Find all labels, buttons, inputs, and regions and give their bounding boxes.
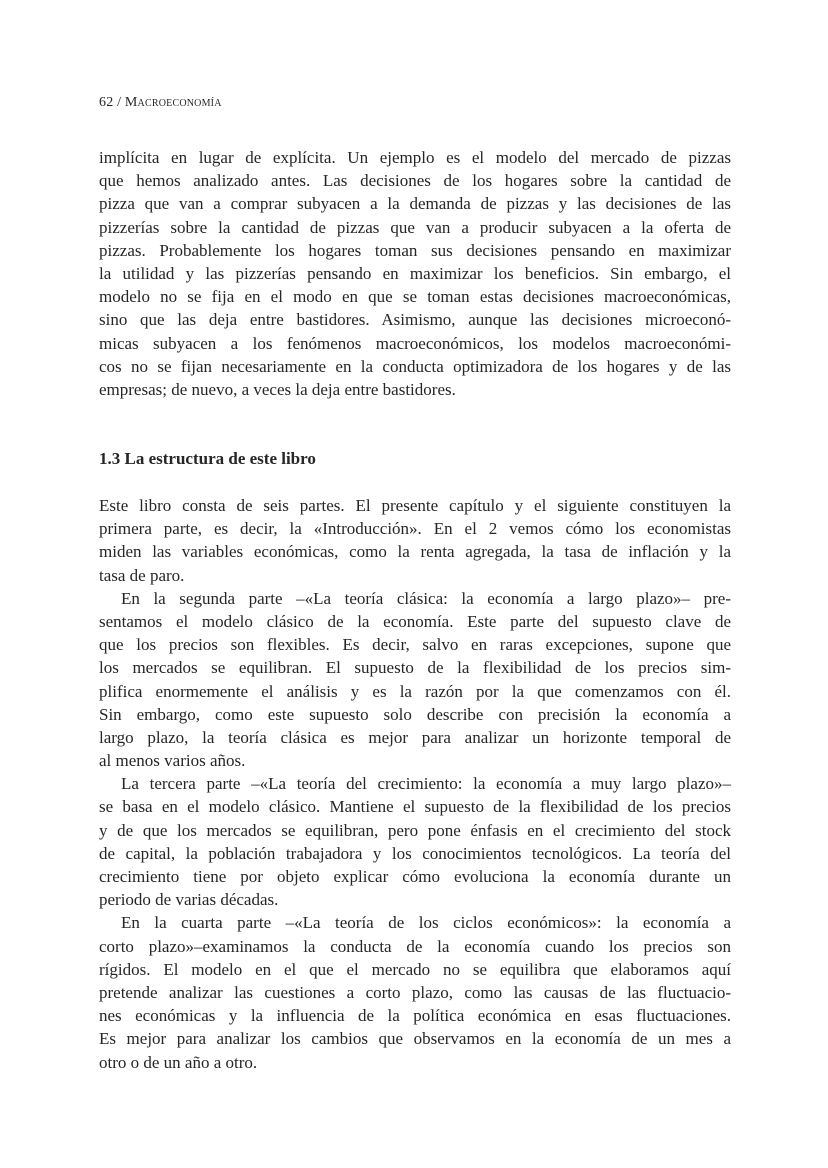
text-line: crecimiento tiene por objeto explicar cómo evoluciona la economía durante un	[99, 867, 731, 886]
text-line: periodo de varias décadas.	[99, 890, 279, 910]
paragraph-2	[99, 494, 731, 1074]
text-line: corto plazo»–examinamos la conducta de la economía cuando los precios son	[99, 936, 731, 956]
paragraph-fourth-part	[99, 911, 731, 1073]
text-line: pretende analizar las cuestiones a corto plazo, como las causas de las fluctuacio-	[99, 982, 731, 1002]
text-line: primera parte, es decir, la «Introducción». En el 2 vemos cómo los economistas	[99, 519, 731, 539]
text-line: En la segunda parte –«La teoría clásica: la economía a largo plazo»– pre-	[121, 588, 731, 608]
text-line: de capital, la población trabajadora y los conocimientos tecnológicos. La teoría del	[99, 843, 731, 863]
text-line: Este libro consta de seis partes. El presente capítulo y el siguiente constituyen la	[99, 496, 731, 515]
running-head-separator: /	[113, 95, 125, 110]
paragraph-intro	[99, 494, 731, 587]
text-line: otro o de un año a otro.	[99, 1052, 258, 1072]
text-line: implícita en lugar de explícita. Un ejemplo es el modelo del mercado de pizzas	[99, 148, 731, 167]
text-line: y de que los mercados se equilibran, pero pone énfasis en el crecimiento del stock	[99, 820, 731, 840]
text-line: que los precios son flexibles. Es decir, salvo en raras excepciones, supone que	[99, 635, 731, 655]
text-line: nes económicas y la influencia de la política económica en esas fluctuaciones.	[99, 1006, 731, 1026]
text-line: largo plazo, la teoría clásica es mejor para analizar un horizonte temporal de	[99, 727, 731, 747]
text-line: Es mejor para analizar los cambios que observamos en la economía de un mes a	[99, 1029, 731, 1049]
section-heading: 1.3 La estructura de este libro	[99, 449, 316, 468]
paragraph-third-part	[99, 772, 731, 911]
text-line: que hemos analizado antes. Las decisiones de los hogares sobre la cantidad de	[99, 171, 731, 191]
text-line: miden las variables económicas, como la renta agregada, la tasa de inflación y la	[99, 542, 731, 562]
paragraph-1	[99, 146, 731, 401]
text-line: pizzerías sobre la cantidad de pizzas que van a producir subyacen a la oferta de	[99, 217, 731, 237]
book-title: Macroeconomía	[124, 95, 222, 110]
text-line: cos no se fijan necesariamente en la conducta optimizadora de los hogares y de las	[99, 356, 731, 376]
paragraph-second-part	[99, 587, 731, 773]
running-head	[99, 95, 222, 111]
text-line: La tercera parte –«La teoría del crecimiento: la economía a muy largo plazo»–	[121, 774, 731, 794]
text-line: al menos varios años.	[99, 751, 246, 771]
text-line: plifica enormemente el análisis y es la razón por la que comenzamos con él.	[99, 681, 731, 701]
text-line: sino que las deja entre bastidores. Asimismo, aunque las decisiones microeconó-	[99, 310, 731, 330]
text-line: los mercados se equilibran. El supuesto de la flexibilidad de los precios sim-	[99, 658, 731, 678]
page-number: 62	[99, 95, 114, 110]
text-line: tasa de paro.	[99, 565, 185, 585]
text-line: pizza que van a comprar subyacen a la demanda de pizzas y las decisiones de las	[99, 194, 731, 214]
text-line: sentamos el modelo clásico de la economía. Este parte del supuesto clave de	[99, 611, 731, 631]
text-line: micas subyacen a los fenómenos macroeconómicos, los modelos macroeconómi-	[99, 333, 731, 353]
text-line: la utilidad y las pizzerías pensando en maximizar los beneficios. Sin embargo, el	[99, 263, 731, 283]
text-line: En la cuarta parte –«La teoría de los ciclos económicos»: la economía a	[121, 913, 731, 933]
text-line: pizzas. Probablemente los hogares toman sus decisiones pensando en maximizar	[99, 240, 731, 260]
text-line: empresas; de nuevo, a veces la deja entre bastidores.	[99, 379, 456, 399]
text-line: se basa en el modelo clásico. Mantiene el supuesto de la flexibilidad de los precios	[99, 797, 731, 817]
text-line: modelo no se fija en el modo en que se toman estas decisiones macroeconómicas,	[99, 287, 731, 307]
text-line: Sin embargo, como este supuesto solo describe con precisión la economía a	[99, 704, 731, 724]
text-line: rígidos. El modelo en el que el mercado no se equilibra que elaboramos aquí	[99, 959, 731, 979]
